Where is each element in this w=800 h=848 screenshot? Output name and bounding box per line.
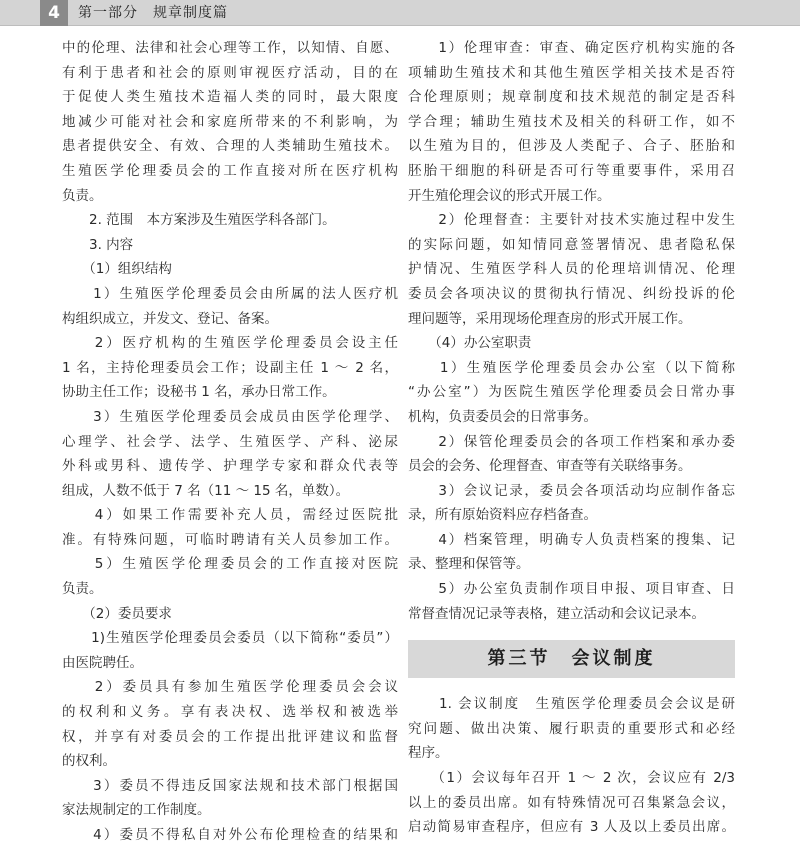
text-line: （1）会议每年召开 1 ～ 2 次，会议应有 2/3 bbox=[408, 770, 735, 787]
text-line: 录、整理和保管等。 bbox=[408, 556, 530, 573]
left-column bbox=[62, 36, 398, 848]
text-line: 理问题等，采用现场伦理查房的形式开展工作。 bbox=[408, 310, 692, 327]
page-number: 4 bbox=[40, 0, 68, 26]
text-line: 程序。 bbox=[408, 745, 449, 762]
text-line: 究问题、做出决策、履行职责的重要形式和必经 bbox=[408, 720, 735, 737]
text-line: 地减少可能对社会和家庭所带来的不利影响，为 bbox=[62, 113, 398, 130]
section-heading: 第三节 会议制度 bbox=[408, 640, 735, 678]
right-column-top-text bbox=[408, 36, 735, 626]
text-line: 患者提供安全、有效、合理的人类辅助生殖技术。 bbox=[62, 138, 398, 155]
text-line: 外科或男科、遗传学、护理学专家和群众代表等 bbox=[62, 458, 398, 475]
text-line: 1. 会议制度 生殖医学伦理委员会会议是研 bbox=[408, 696, 735, 713]
text-line: 项辅助生殖技术和其他生殖医学相关技术是否符 bbox=[408, 64, 735, 81]
text-line: （1）组织结构 bbox=[62, 261, 172, 278]
right-column bbox=[408, 36, 735, 840]
text-line: 协助主任工作；设秘书 1 名，承办日常工作。 bbox=[62, 384, 336, 401]
text-line: 以上的委员出席。如有特殊情况可召集紧急会议， bbox=[408, 794, 735, 811]
text-line: 2）委员具有参加生殖医学伦理委员会会议 bbox=[62, 679, 398, 696]
text-line: 由医院聘任。 bbox=[62, 654, 143, 671]
text-line: 的权利和义务。享有表决权、选举权和被选举 bbox=[62, 704, 398, 721]
text-line: 1）伦理审查：审查、确定医疗机构实施的各 bbox=[408, 40, 735, 56]
text-line: 员会的会务、伦理督查、审查等有关联络事务。 bbox=[408, 458, 692, 475]
text-line: 合伦理原则；规章制度和技术规范的制定是否科 bbox=[408, 89, 735, 106]
text-line: 4）如果工作需要补充人员，需经过医院批 bbox=[62, 507, 398, 524]
text-line: 5）生殖医学伦理委员会的工作直接对医院 bbox=[62, 556, 398, 573]
text-line: 的权利。 bbox=[62, 753, 116, 770]
text-line: 于促使人类生殖技术造福人类的同时，最大限度 bbox=[62, 89, 398, 106]
right-column-bottom-text bbox=[408, 692, 735, 840]
text-line: 的实际问题，如知情同意签署情况、患者隐私保 bbox=[408, 236, 735, 253]
text-line: 生殖医学伦理委员会的工作直接对所在医疗机构 bbox=[62, 162, 398, 179]
text-line: 构组织成立，并发文、登记、备案。 bbox=[62, 310, 278, 327]
text-line: 胚胎干细胞的科研是否可行等重要事件，采用召 bbox=[408, 162, 735, 179]
text-line: 3）会议记录，委员会各项活动均应制作备忘 bbox=[408, 482, 735, 499]
text-line: 机构，负责委员会的日常事务。 bbox=[408, 408, 597, 425]
text-line: 负责。 bbox=[62, 187, 103, 204]
text-line: 录，所有原始资料应存档备查。 bbox=[408, 507, 597, 524]
text-line: “办公室”）为医院生殖医学伦理委员会日常办事 bbox=[408, 384, 735, 401]
page-header bbox=[0, 0, 800, 26]
text-line: 中的伦理、法律和社会心理等工作，以知情、自愿、 bbox=[62, 40, 398, 56]
text-line: 护情况、生殖医学科人员的伦理培训情况、伦理 bbox=[408, 261, 735, 278]
text-line: 1)生殖医学伦理委员会委员（以下简称“委员”） bbox=[62, 630, 398, 647]
text-line: 启动简易审查程序，但应有 3 人及以上委员出席。 bbox=[408, 819, 735, 836]
text-line: 3. 内容 bbox=[62, 236, 134, 253]
text-line: 组成，人数不低于 7 名（11 ～ 15 名，单数）。 bbox=[62, 482, 350, 499]
text-line: 5）办公室负责制作项目申报、项目审查、日 bbox=[408, 581, 735, 598]
text-line: 1）生殖医学伦理委员会办公室（以下简称 bbox=[408, 359, 735, 376]
text-line: 2）保管伦理委员会的各项工作档案和承办委 bbox=[408, 433, 735, 450]
text-line: 开生殖伦理会议的形式开展工作。 bbox=[408, 187, 611, 204]
text-line: 3）委员不得违反国家法规和技术部门根据国 bbox=[62, 777, 398, 794]
text-line: 2）医疗机构的生殖医学伦理委员会设主任 bbox=[62, 335, 398, 352]
text-line: 以生殖为目的，但涉及人类配子、合子、胚胎和 bbox=[408, 138, 735, 155]
text-line: 准。有特殊问题，可临时聘请有关人员参加工作。 bbox=[62, 531, 398, 548]
text-line: 家法规制定的工作制度。 bbox=[62, 802, 211, 819]
text-line: 委员会各项决议的贯彻执行情况、纠纷投诉的伦 bbox=[408, 285, 735, 302]
text-line: 2. 范围 本方案涉及生殖医学科各部门。 bbox=[62, 212, 336, 229]
text-line: 学合理；辅助生殖技术及相关的科研工作，如不 bbox=[408, 113, 735, 130]
text-line: 4）档案管理，明确专人负责档案的搜集、记 bbox=[408, 531, 735, 548]
text-line: 1）生殖医学伦理委员会由所属的法人医疗机 bbox=[62, 285, 398, 302]
text-line: （2）委员要求 bbox=[62, 605, 172, 622]
text-line: （4）办公室职责 bbox=[408, 335, 532, 352]
text-line: 负责。 bbox=[62, 581, 103, 598]
running-head-title: 第一部分 规章制度篇 bbox=[78, 5, 228, 21]
text-line: 有利于患者和社会的原则审视医疗活动，目的在 bbox=[62, 64, 398, 81]
text-line: 权，并享有对委员会的工作提出批评建议和监督 bbox=[62, 728, 398, 745]
text-line: 2）伦理督查：主要针对技术实施过程中发生 bbox=[408, 212, 735, 229]
text-line: 常督查情况记录等表格，建立活动和会议记录本。 bbox=[408, 605, 705, 622]
text-line: 4）委员不得私自对外公布伦理检查的结果和 bbox=[62, 827, 398, 843]
text-line: 1 名，主持伦理委员会工作；设副主任 1 ～ 2 名， bbox=[62, 359, 398, 376]
text-line: 3）生殖医学伦理委员会成员由医学伦理学、 bbox=[62, 408, 398, 425]
text-line: 心理学、社会学、法学、生殖医学、产科、泌尿 bbox=[62, 433, 398, 450]
